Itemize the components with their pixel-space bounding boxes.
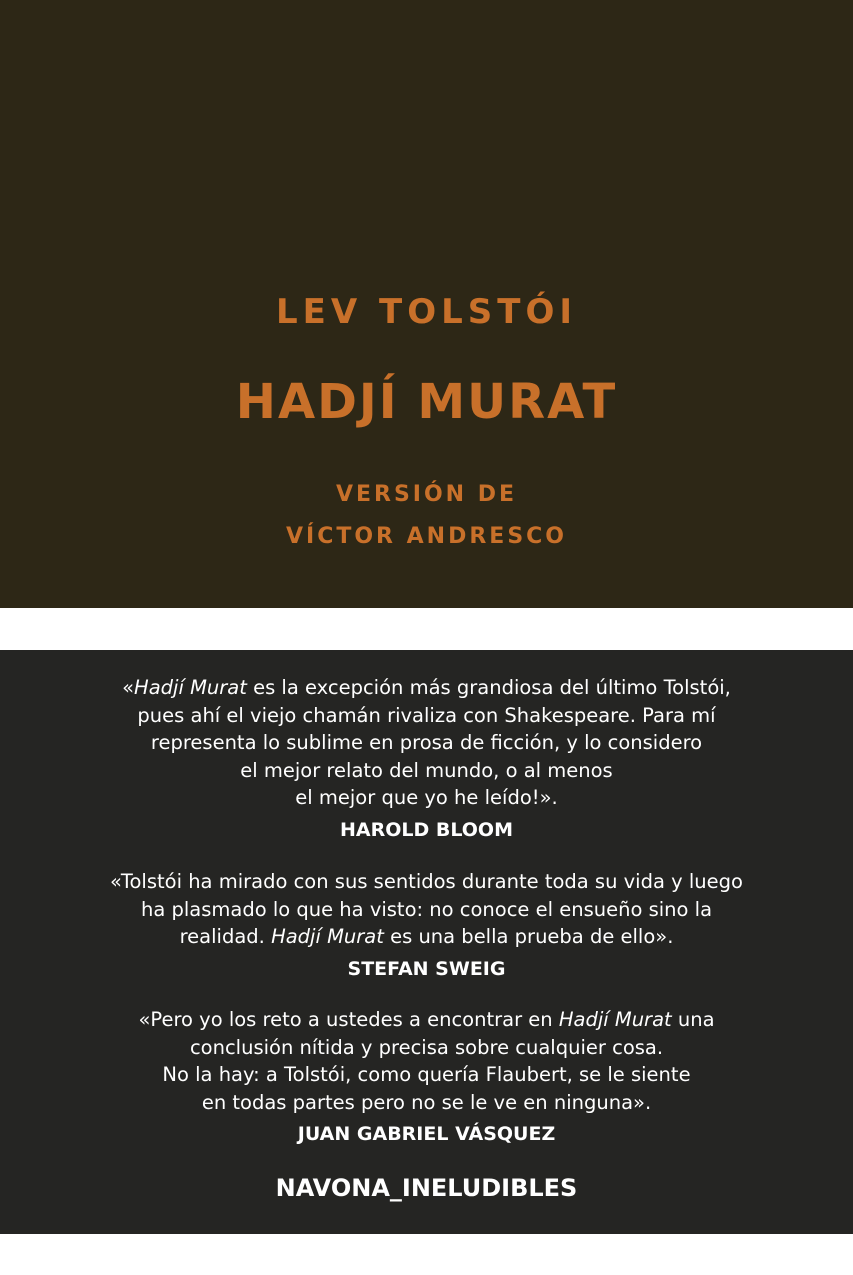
quote-line: «Hadjí Murat es la excepción más grandiosa del último Tolstói, — [122, 676, 731, 699]
quote-line: «Tolstói ha mirado con sus sentidos durante toda su vida y luego — [110, 870, 743, 893]
quote-line: pues ahí el viejo chamán rivaliza con Shakespeare. Para mí — [137, 703, 716, 727]
quote-line: ha plasmado lo que ha visto: no conoce el ensueño sino la — [140, 897, 713, 921]
quote-text — [0, 674, 853, 812]
cover-front-panel — [0, 0, 853, 608]
quote-line: No la hay: a Tolstói, como quería Flaubert, se le siente — [162, 1063, 691, 1086]
quote-author: JUAN GABRIEL VÁSQUEZ — [297, 1123, 556, 1145]
quote-line: el mejor relato del mundo, o al menos — [240, 758, 613, 782]
book-title: HADJÍ MURAT — [235, 374, 618, 430]
quote-text — [0, 1006, 853, 1116]
quote-author: HAROLD BLOOM — [339, 818, 513, 841]
quote-block-bloom — [0, 674, 853, 842]
divider-strip — [0, 608, 853, 650]
quote-line: conclusión nítida y precisa sobre cualquier cosa. — [189, 1035, 664, 1059]
quote-line: realidad. Hadjí Murat es una bella prueba de ello». — [179, 925, 674, 948]
quote-line: representa lo sublime en prosa de ficción, y lo considero — [150, 731, 703, 754]
quote-text — [0, 868, 853, 951]
translator-credit-line-1: VERSIÓN DE — [335, 482, 518, 507]
quote-line: el mejor que yo he leído!». — [295, 786, 558, 809]
quote-block-sweig — [0, 868, 853, 981]
author-name: LEV TOLSTÓI — [275, 292, 578, 332]
quote-author: STEFAN SWEIG — [347, 957, 506, 980]
quote-line: «Pero yo los reto a ustedes a encontrar en Hadjí Murat una — [138, 1008, 715, 1031]
translator-credit-line-2: VÍCTOR ANDRESCO — [285, 524, 568, 549]
collection-name: NAVONA_INELUDIBLES — [275, 1174, 578, 1202]
translator-credit — [0, 474, 853, 558]
quote-line: en todas partes pero no se le ve en ninguna». — [201, 1090, 652, 1114]
quote-block-vasquez — [0, 1006, 853, 1146]
back-cover-panel — [0, 650, 853, 1234]
